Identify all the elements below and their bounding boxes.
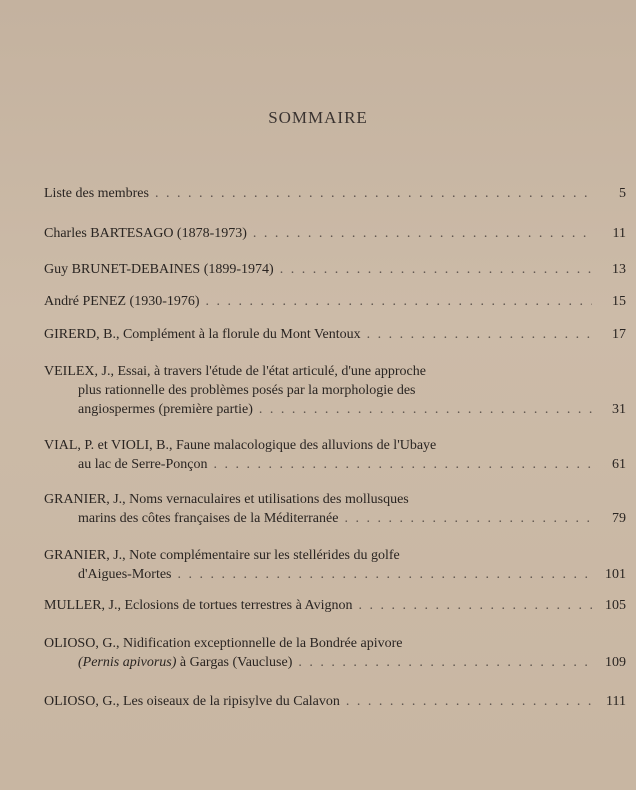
toc-entry bbox=[44, 362, 626, 419]
toc-entry bbox=[44, 184, 626, 203]
toc-entry bbox=[44, 490, 626, 528]
entry-title-line: angiospermes (première partie) bbox=[78, 402, 253, 417]
entry-title-italic: (Pernis apivorus) bbox=[78, 655, 177, 670]
entry-page: 11 bbox=[612, 226, 626, 241]
entry-title-line: d'Aigues-Mortes bbox=[78, 567, 172, 582]
entry-title-line: Note complémentaire sur les stellérides du golfe bbox=[129, 548, 400, 563]
toc-entry bbox=[44, 224, 626, 243]
entry-author: GRANIER, J., bbox=[44, 548, 126, 563]
entry-title-line: Essai, à travers l'étude de l'état articulé, d'une approche bbox=[117, 364, 426, 379]
entry-author: VEILEX, J., bbox=[44, 364, 114, 379]
entry-title-line: au lac de Serre-Ponçon bbox=[78, 457, 208, 472]
entry-page: 109 bbox=[605, 655, 626, 670]
entry-title-line: Eclosions de tortues terrestres à Avignon bbox=[124, 598, 353, 613]
entry-author: GIRERD, B., bbox=[44, 327, 120, 342]
entry-page: 105 bbox=[605, 598, 626, 613]
entry-page: 17 bbox=[612, 327, 626, 342]
toc-entry bbox=[44, 634, 626, 672]
entry-author: Liste des membres bbox=[44, 186, 149, 201]
entry-author: André PENEZ (1930-1976) bbox=[44, 294, 200, 309]
entry-page: 101 bbox=[605, 567, 626, 582]
entry-page: 5 bbox=[619, 186, 626, 201]
toc-entry bbox=[44, 292, 626, 311]
entry-page: 111 bbox=[606, 694, 626, 709]
entry-title-line: Complément à la florule du Mont Ventoux bbox=[122, 327, 361, 342]
toc-entry bbox=[44, 546, 626, 584]
entry-title-line: plus rationnelle des problèmes posés par la morphologie des bbox=[78, 383, 416, 398]
page-title: SOMMAIRE bbox=[268, 108, 368, 127]
entry-author: Guy BRUNET-DEBAINES (1899-1974) bbox=[44, 262, 274, 277]
toc-entry bbox=[44, 692, 626, 711]
entry-author: GRANIER, J., bbox=[44, 492, 126, 507]
entry-author: Charles BARTESAGO (1878-1973) bbox=[44, 226, 247, 241]
entry-title-line: marins des côtes françaises de la Méditerranée bbox=[78, 511, 339, 526]
entry-page: 15 bbox=[612, 294, 626, 309]
entry-author: OLIOSO, G., bbox=[44, 636, 120, 651]
entry-title-line: Nidification exceptionnelle de la Bondrée apivore bbox=[122, 636, 403, 651]
toc-entry bbox=[44, 325, 626, 344]
entry-page: 79 bbox=[612, 511, 626, 526]
entry-title-line: Les oiseaux de la ripisylve du Calavon bbox=[122, 694, 340, 709]
entry-page: 31 bbox=[612, 402, 626, 417]
entry-page: 61 bbox=[612, 457, 626, 472]
entry-author: OLIOSO, G., bbox=[44, 694, 120, 709]
entry-title-line: Noms vernaculaires et utilisations des mollusques bbox=[129, 492, 409, 507]
entry-title-line: à Gargas (Vaucluse) bbox=[176, 655, 293, 670]
entry-author: VIAL, P. et VIOLI, B., bbox=[44, 438, 173, 453]
entry-page: 13 bbox=[612, 262, 626, 277]
entry-author: MULLER, J., bbox=[44, 598, 121, 613]
toc-entry bbox=[44, 596, 626, 615]
entry-title-line: Faune malacologique des alluvions de l'Ubaye bbox=[175, 438, 437, 453]
toc-entry bbox=[44, 260, 626, 279]
toc-entry bbox=[44, 436, 626, 474]
